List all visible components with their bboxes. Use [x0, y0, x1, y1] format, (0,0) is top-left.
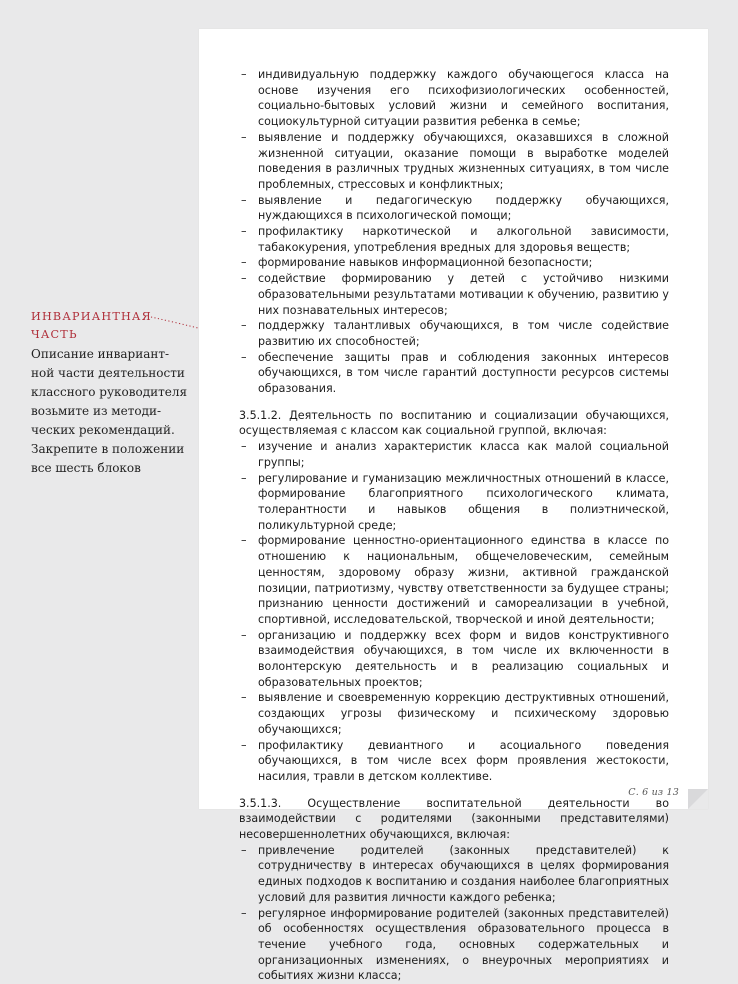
list-item: – поддержку талантливых обучающихся, в том числе содействие развитию их способностей;: [239, 318, 669, 349]
section-heading: 3.5.1.2. Деятельность по воспитанию и социализации обучающихся, осуществляемая с классом как социальной группой, включая:: [239, 408, 669, 438]
margin-note-title-line: ЧАСТЬ: [31, 328, 78, 341]
list-item: – выявление и своевременную коррекцию деструктивных отношений, создающих угрозы физическому и психическому здоровью обучающихся;: [239, 690, 669, 737]
page-corner-fold: [688, 789, 708, 809]
list-item: – формирование навыков информационной безопасности;: [239, 255, 669, 271]
document-page: [199, 29, 708, 983]
margin-note-line: возьмите из методи-: [31, 404, 162, 418]
list-item: – организацию и поддержку всех форм и видов конструктивного взаимодействия обучающихся, в том числе их включенности в волонтерскую деятельность и в реализацию социальных и образовательных проектов;: [239, 628, 669, 691]
section-3-5-1-3: [239, 796, 669, 984]
margin-note-line: ной части деятельности: [31, 366, 185, 380]
list-item: – регулярное информирование родителей (законных представителей) об особенностях осуществления образовательного процесса в течение учебного года, основных содержательных и организационных изменениях, о внеурочных мероприятиях и событиях жизни класса;: [239, 906, 669, 984]
section-list: [239, 843, 669, 984]
margin-note: [31, 308, 191, 478]
list-item: – выявление и поддержку обучающихся, оказавшихся в сложной жизненной ситуации, оказание помощи в выработке моделей поведения в различных трудных жизненных ситуациях, в том числе проблемных, стрессовых и конфликтных;: [239, 130, 669, 193]
list-item: – обеспечение защиты прав и соблюдения законных интересов обучающихся, в том числе гарантий доступности ресурсов системы образования.: [239, 350, 669, 397]
section-heading: 3.5.1.3. Осуществление воспитательной деятельности во взаимодействии с родителями (законными представителями) несовершеннолетних обучающихся, включая:: [239, 796, 669, 842]
list-item: – содействие формированию у детей с устойчиво низкими образовательными результатами мотивации к обучению, развитию у них познавательных интересов;: [239, 271, 669, 318]
list-item: – индивидуальную поддержку каждого обучающегося класса на основе изучения его психофизиологических особенностей, социально-бытовых условий жизни и семейного воспитания, социокультурной ситуации развития ребенка в семье;: [239, 67, 669, 130]
margin-note-line: Описание инвариант-: [31, 347, 170, 361]
document-body: [239, 67, 669, 984]
margin-note-line: все шесть блоков: [31, 461, 141, 475]
margin-note-line: Закрепите в положении: [31, 442, 185, 456]
section-3-5-1-2: [239, 408, 669, 785]
margin-note-title: [31, 308, 191, 344]
list-item: – привлечение родителей (законных представителей) к сотрудничеству в интересах обучающихся в целях формирования единых подходов к воспитанию и создания наиболее благоприятных условий для развития личности каждого ребенка;: [239, 843, 669, 906]
margin-note-body: [31, 345, 191, 478]
list-item: – профилактику наркотической и алкогольной зависимости, табакокурения, употребления вредных для здоровья веществ;: [239, 224, 669, 255]
margin-note-line: ческих рекомендаций.: [31, 423, 175, 437]
margin-note-line: классного руководителя: [31, 385, 188, 399]
list-item: – регулирование и гуманизацию межличностных отношений в классе, формирование благоприятного психологического климата, толерантности и навыков общения в полиэтнической, поликультурной среде;: [239, 471, 669, 534]
section-list: [239, 439, 669, 784]
page-number: С. 6 из 13: [628, 787, 679, 798]
top-list: [239, 67, 669, 397]
list-item: – формирование ценностно-ориентационного единства в классе по отношению к национальным, общечеловеческим, семейным ценностям, здоровому образу жизни, активной гражданской позиции, патриотизму, чувству ответственности за будущее страны; признанию ценности достижений и самореализации в учебной, спортивной, исследовательской, творческой и иной деятельности;: [239, 533, 669, 627]
list-item: – профилактику девиантного и асоциального поведения обучающихся, в том числе всех форм проявления жестокости, насилия, травли в детском коллективе.: [239, 738, 669, 785]
list-item: – изучение и анализ характеристик класса как малой социальной группы;: [239, 439, 669, 470]
margin-note-title-line: ИНВАРИАНТНАЯ: [31, 310, 152, 323]
list-item: – выявление и педагогическую поддержку обучающихся, нуждающихся в психологической помощи;: [239, 193, 669, 224]
